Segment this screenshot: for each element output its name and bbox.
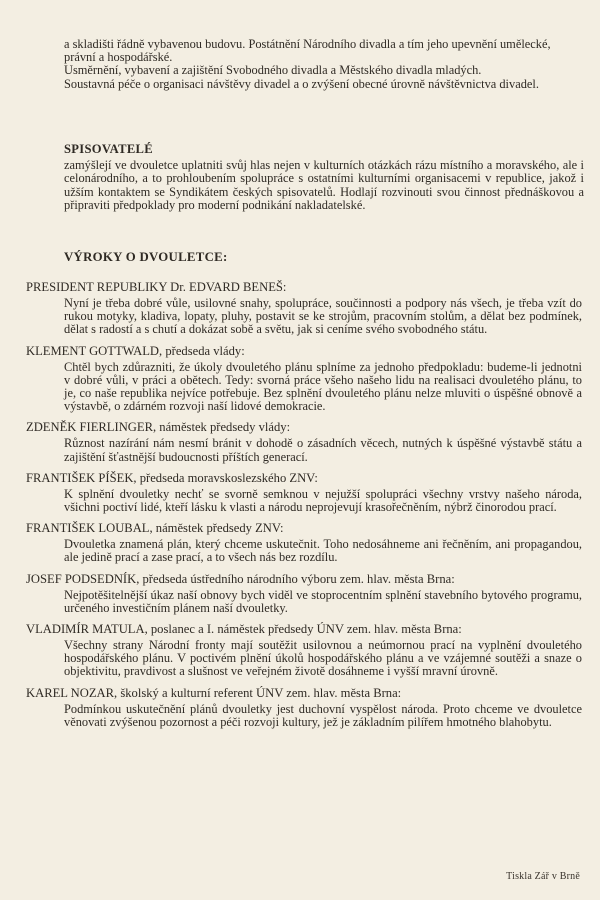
quote-speaker: VLADIMÍR MATULA, poslanec a I. náměstek předsedy ÚNV zem. hlav. města Brna: [26, 622, 462, 637]
intro-section [64, 38, 584, 91]
quote-text: Všechny strany Národní fronty mají soutěžit usilovnou a neúmornou prací na vyplnění dvouletého hospodářského plánu. V poctivém plnění úkolů hospodářského plánu a ve vzájemné soutěži a snaze o objektivitu, pravdivost a slušnost ve veřejném životě dosáhneme i vyšší mravní úrovně. [64, 638, 582, 679]
quote-speaker: FRANTIŠEK LOUBAL, náměstek předsedy ZNV: [26, 521, 284, 536]
quote-text: Různost nazírání nám nesmí bránit v dohodě o zásadních věcech, nutných k úspěšné výstavbě státu a zajištění šťastnější budoucnosti příštích generací. [64, 436, 582, 464]
quote-speaker: KAREL NOZAR, školský a kulturní referent ÚNV zem. hlav. města Brna: [26, 685, 402, 700]
quote-speaker: KLEMENT GOTTWALD, předseda vlády: [26, 343, 245, 358]
quote-speaker: JOSEF PODSEDNÍK, předseda ústředního národního výboru zem. hlav. města Brna: [26, 571, 455, 586]
intro-paragraph: Usměrnění, vybavení a zajištění Svobodného divadla a Městského divadla mladých. [64, 63, 482, 78]
quote-item [26, 686, 582, 729]
quote-speaker: PRESIDENT REPUBLIKY Dr. EDVARD BENEŠ: [26, 280, 287, 294]
quote-speaker: FRANTIŠEK PÍŠEK, předseda moravskoslezského ZNV: [26, 470, 318, 485]
intro-paragraph: a skladišti řádně vybavenou budovu. Postátnění Národního divadla a tím jeho upevnění umělecké, právní a hospodářské. [64, 37, 551, 65]
writers-heading: SPISOVATELÉ [64, 142, 153, 156]
quote-text: Podmínkou uskutečnění plánů dvouletky jest duchovní vyspělost národa. Proto chceme ve dvouletce věnovati zvýšenou pozornost a péči rozvoji kultury, jež je základním pilířem hmotného blahobytu. [64, 701, 582, 729]
intro-paragraph: Soustavná péče o organisaci návštěvy divadel a o zvýšení obecné úrovně návštěvnictva divadel. [64, 76, 539, 91]
quote-text: Dvouletka znamená plán, který chceme uskutečnit. Toho nedosáhneme ani řečněním, ani propagandou, ale jedině prací a zase prací, a to všech nás bez rozdílu. [64, 537, 582, 565]
quotes-list [26, 280, 582, 736]
quote-text: Nyní je třeba dobré vůle, usilovné snahy, spolupráce, součinnosti a podpory nás všech, je třeba vzít do rukou motyky, kladiva, lopaty, pluhy, postavit se ke strojům, pracovním stolům, a dělat bez podmínek, dělat s radostí a s chutí a dokázat sobě a světu, jak si ceníme svého svobodného státu. [64, 296, 582, 337]
quote-item [26, 344, 582, 414]
quote-item [26, 572, 582, 615]
writers-text: zamýšlejí ve dvouletce uplatniti svůj hlas nejen v kulturních otázkách rázu místního a moravského, ale i celonárodního, a to prohloubením spolupráce s ostatními kulturními organisacemi v republice, jakož i užším kontaktem se Syndikátem českých spisovatelů. Hodlají rozvinouti svou činnost přednáškovou a připraviti předpoklady pro moderní podnikání nakladatelské. [64, 158, 584, 212]
printer-imprint: Tiskla Zář v Brně [506, 871, 580, 882]
quote-text: Nejpotěšitelnější úkaz naší obnovy bych viděl ve stoprocentním splnění stavebního bytového programu, určeného investičním plánem naší dvouletky. [64, 587, 582, 615]
quote-item [26, 280, 582, 337]
writers-section [64, 140, 584, 212]
quote-speaker: ZDENĚK FIERLINGER, náměstek předsedy vlády: [26, 420, 291, 435]
quote-item [26, 521, 582, 564]
quotes-title: VÝROKY O DVOULETCE: [64, 250, 228, 264]
quote-item [26, 420, 582, 463]
quote-text: Chtěl bych zdůrazniti, že úkoly dvouletého plánu splníme za jednoho předpokladu: budeme-li jednotni v dobré vůli, v práci a obětech. Tedy: svorná práce všeho našeho lidu na realisaci dvouletého plánu, to je, co naše republika nejvíce potřebuje. Bez splnění dvouletého plánu nelze mluviti o úspěšné obnově a výstavbě, o zdárném rozvoji naší lidové demokracie. [64, 359, 582, 414]
quote-text: K splnění dvouletky nechť se svorně semknou v nejužší spolupráci všechny vrstvy našeho národa, všichni poctiví lidé, kteří lásku k vlasti a národu neprojevují krasořečněním, nýbrž činorodou prací. [64, 486, 582, 515]
quote-item [26, 471, 582, 514]
quote-item [26, 622, 582, 679]
